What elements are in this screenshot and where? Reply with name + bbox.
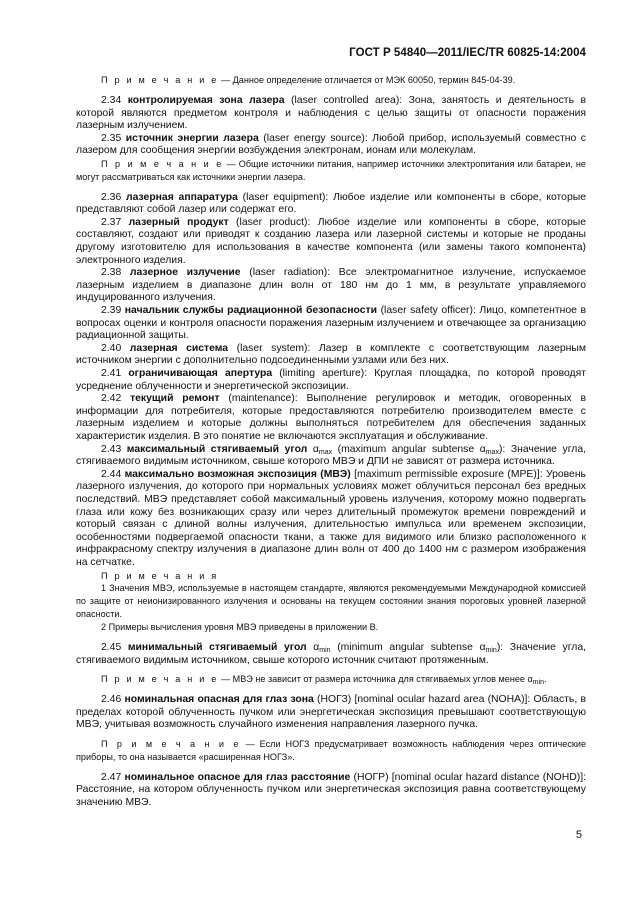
term-title: максимально возможная экспозиция (МВЭ) xyxy=(124,468,351,480)
note-item: 2 Примеры вычисления уровня МВЭ приведены в приложении В. xyxy=(101,622,379,633)
term-2-46: 2.46 номинальная опасная для глаз зона (НОГЗ) [nominal ocular hazard area (NOHA)]: Область, в пределах которой облученность пучком или энергетическая экспозиция превышают соответствующую МВЭ, учитывая возможность случайного изменения направления лазерного пучка. xyxy=(76,694,586,731)
term-2-43: 2.43 максимальный стягиваемый угол $\alpha_{max}$ (maximum angular subtense $\alpha_{max}$): Значение угла, стягиваемого видимым источником, свыше которого МВЭ и ДПИ не зависят от размера источника. xyxy=(76,443,586,468)
term-title: максимальный стягиваемый угол xyxy=(126,443,313,455)
note-label: П р и м е ч а н и е xyxy=(101,75,219,85)
page-content xyxy=(76,74,586,810)
term-2-35: 2.35 источник энергии лазера (laser energy source): Любой прибор, используемый совместно с лазером для сообщения энергии возбуждения электронам, ионам или молекулам. xyxy=(76,132,586,157)
term-title: контролируемая зона лазера xyxy=(127,94,285,106)
term-title: минимальный стягиваемый угол xyxy=(127,642,314,654)
term-2-36: 2.36 лазерная аппаратура (laser equipment): Любое изделие или компоненты в сборе, которые представляют собой лазер или содержат его. xyxy=(76,191,586,216)
term-2-41: 2.41 ограничивающая апертура (limiting aperture): Круглая площадка, по которой проводят усреднение облученности и энергетической экспозиции. xyxy=(76,368,586,392)
alpha-symbol: α xyxy=(312,443,319,455)
term-2-37: 2.37 лазерный продукт (laser product): Любое изделие или компоненты в сборе, которые составляют, создают или приводят к созданию лазера или лазерной системы и которые не проданы другому изготовителю для использования в качестве компонента (или замены такого компонента) электронного изделия. xyxy=(76,216,586,266)
term-2-40: 2.40 лазерная система (laser system): Лазер в комплекте с соответствующим лазерным источником энергии с дополнительно подсоединенными узлами или без них. xyxy=(76,342,586,367)
term-title: источник энергии лазера xyxy=(125,132,259,144)
alpha-symbol: α xyxy=(479,642,486,654)
term-2-44: 2.44 максимально возможная экспозиция (МВЭ) [maximum permissible exposure (MPE)]: Уровень лазерного излучения, до которого при нормальных условиях может облучиться персонал без вредных последствий. МВЭ представляет собой максимальный уровень излучения, которому можно подвергать глаза или кожу без возникающих сразу или через длительный промежуток времени повреждений и который связан с длиной волны излучения, длительностью импульса или временем экспозиции, особенностями подвергаемой опасности ткани, а также для видимого или близко расположенного к инфракрасному спектру излучения в диапазоне длин волн от 400 до 1400 нм с размером изображения на сетчатке. xyxy=(76,468,586,568)
note-2-35: П р и м е ч а н и е — Общие источники питания, например источники электропитания или батареи, не могут рассматриваться как источники энергии лазера. xyxy=(76,158,586,182)
term-title: лазерная аппаратура xyxy=(126,191,238,203)
term-2-38: 2.38 лазерное излучение (laser radiation): Все электромагнитное излучение, испускаемое лазерным изделием в диапазоне длин волн от 180 нм до 1 мм, в результате управляемого индуцированного излучения. xyxy=(76,267,586,304)
alpha-symbol: α xyxy=(527,674,533,685)
notes-heading: П р и м е ч а н и я xyxy=(101,570,219,581)
term-title: лазерное излучение xyxy=(129,267,241,279)
term-title: номинальное опасное для глаз расстояние xyxy=(124,771,351,783)
note-definition: П р и м е ч а н и е — Данное определение отличается от МЭК 60050, термин 845-04-39. xyxy=(101,75,516,85)
term-2-45: 2.45 минимальный стягиваемый угол $\alpha_{min}$ (minimum angular subtense $\alpha_{min}$): Значение угла, стягиваемого видимым источником, свыше которого источник считают протяженным. xyxy=(76,642,586,666)
term-2-39: 2.39 начальник службы радиационной безопасности (laser safety officer): Лицо, компетентное в вопросах оценки и контроля опасности поражения лазерным излучением и отвечающее за организацию радиационной защиты. xyxy=(76,305,586,342)
term-title: текущий ремонт xyxy=(130,393,220,405)
term-title: номинальная опасная для глаз зона xyxy=(124,694,314,706)
term-2-47: 2.47 номинальное опасное для глаз расстояние (НОГР) [nominal ocular hazard distance (NOHD)]: Расстояние, на котором облученность пучком или энергетическая экспозиция равна соответствующему значению МВЭ. xyxy=(76,771,587,808)
standard-header: ГОСТ Р 54840—2011/IEC/TR 60825-14:2004 xyxy=(349,47,586,59)
alpha-symbol: α xyxy=(313,642,320,654)
term-title: начальник службы радиационной безопасности xyxy=(124,305,378,317)
page-number: 5 xyxy=(575,829,582,841)
note-label: П р и м е ч а н и е xyxy=(101,158,224,169)
note-2-46: П р и м е ч а н и е — Если НОГЗ предусматривает возможность наблюдения через оптические приборы, то она называется «расширенная НОГЗ». xyxy=(76,738,586,762)
term-title: ограничивающая апертура xyxy=(128,368,273,379)
note-2-45: П р и м е ч а н и е — МВЭ не зависит от размера источника для стягиваемых углов менее $\alpha_{min}$. xyxy=(101,674,547,687)
term-title: лазерный продукт xyxy=(128,216,229,228)
note-item: 1 Значения МВЭ, используемые в настоящем стандарте, являются рекомендуемыми Международной комиссией по защите от неионизированного излучения и основаны на текущем состоянии знания пороговых уровней лазерной опасности. xyxy=(76,583,586,620)
term-title: лазерная система xyxy=(129,342,229,354)
term-2-42: 2.42 текущий ремонт (maintenance): Выполнение регулировок и методик, оговоренных в информации для потребителя, которые предоставляются потребителю производителем вместе с лазерным изделием и которые должны выполняться потребителем для обеспечения заданных характеристик изделия. В это понятие не включаются эксплуатация и обслуживание. xyxy=(76,393,586,442)
note-label: П р и м е ч а н и е xyxy=(101,674,219,685)
term-2-34: 2.34 контролируемая зона лазера (laser controlled area): Зона, занятость и деятельность в которой являются предметом контроля и наблюдения с целью защиты от опасности поражения лазерным излучением. xyxy=(76,94,586,132)
alpha-symbol: α xyxy=(479,443,486,455)
note-label: П р и м е ч а н и е xyxy=(101,738,241,749)
